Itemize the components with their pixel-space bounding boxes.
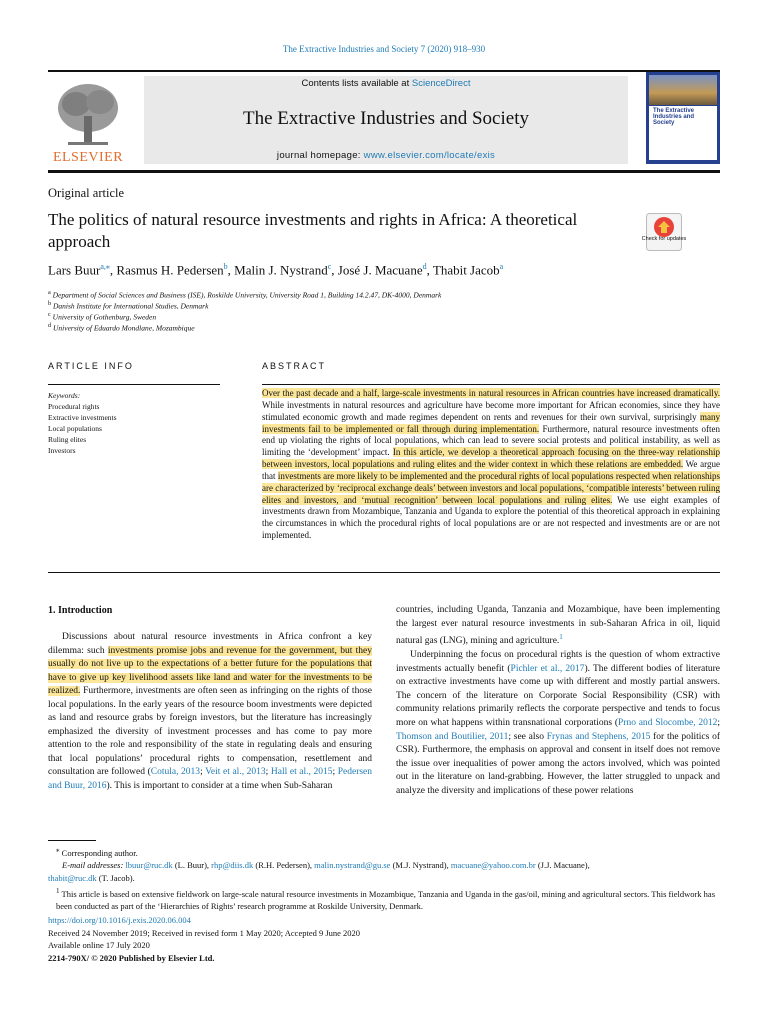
journal-title: The Extractive Industries and Society: [243, 108, 529, 129]
publication-info: [48, 914, 360, 964]
keyword: Procedural rights: [48, 402, 100, 411]
keyword: Local populations: [48, 424, 102, 433]
elsevier-logo-text: ELSEVIER: [52, 150, 124, 165]
cover-photo: [649, 75, 717, 105]
contents-line: Contents lists available at ScienceDirect: [301, 78, 471, 89]
abstract-heading: ABSTRACT: [262, 361, 327, 371]
footnotes: [48, 844, 720, 913]
citation-link[interactable]: Frynas and Stephens, 2015: [546, 731, 651, 742]
footnote-rule: [48, 840, 96, 841]
email-link[interactable]: macuane@yahoo.com.br: [450, 860, 536, 871]
highlight[interactable]: investments are more likely to be implemented and the procedural rights of local populations respected when relationships are characterized by ‘reciprocal exchange deals’ between investors and local populations, ‘compatible interests’ between ruling elites and investors, and ‘mutual recognition’ between local populations and ruling elites.: [262, 470, 720, 505]
author-name[interactable]: Thabit Jacob: [432, 262, 500, 278]
highlight[interactable]: many investments fail to be implemented or fall through during implementation.: [262, 411, 720, 434]
journal-reference[interactable]: The Extractive Industries and Society 7 (2020) 918–930: [282, 44, 486, 54]
highlight[interactable]: In this article, we develop a theoretical approach focusing on the three-way relationship between investors, local populations and ruling elites and the wider context in which these relations are embedded.: [262, 447, 720, 470]
article-info-rule: [48, 384, 220, 385]
copyright: 2214-790X/ © 2020 Published by Elsevier Ltd.: [48, 952, 215, 963]
author-name[interactable]: Lars Buur: [48, 262, 101, 278]
affiliation: $^d$ University of Eduardo Mondlane, Mozambique: [48, 322, 195, 333]
highlight[interactable]: Over the past decade and a half, large-scale investments in natural resources in African countries have increased dramatically.: [262, 388, 720, 398]
homepage-link[interactable]: www.elsevier.com/locate/exis: [363, 150, 496, 161]
section-rule: [48, 572, 720, 573]
citation-link[interactable]: Veit et al., 2013: [205, 767, 266, 777]
author-name[interactable]: José J. Macuane: [337, 262, 423, 278]
journal-cover-image[interactable]: [646, 72, 720, 164]
header-thick-rule: [48, 170, 720, 173]
article-title: The politics of natural resource investments and rights in Africa: A theoretical approach: [48, 210, 578, 251]
author-list: Lars Buur$^{a,⁎}$, Rasmus H. Pedersen$^b$, Malin J. Nystrand$^c$, José J. Macuane$^d$, Thabit Jacob$^a$: [48, 262, 504, 278]
cover-panel: [649, 106, 717, 160]
affiliation: $^c$ University of Gothenburg, Sweden: [48, 311, 157, 322]
author-sup[interactable]: a: [499, 262, 504, 271]
highlight[interactable]: investments promise jobs and revenue for the government, but they usually do not live up to the expectations of a better future for the populations that have to give up key livelihood assets like land and water for the investments to be realized.: [48, 645, 372, 696]
citation-link[interactable]: Pedersen and Buur, 2016: [48, 767, 373, 791]
corresponding-note: ⁎ Corresponding author.: [56, 846, 138, 858]
email-link[interactable]: lbuur@ruc.dk: [125, 860, 173, 871]
keyword: Extractive investments: [48, 413, 117, 422]
author-name[interactable]: Rasmus H. Pedersen: [116, 262, 224, 278]
email-link[interactable]: rhp@diis.dk: [211, 860, 254, 871]
keywords-list: [48, 390, 117, 456]
author-name[interactable]: Malin J. Nystrand: [234, 262, 328, 278]
email-link[interactable]: thabit@ruc.dk: [48, 873, 97, 884]
affiliation: $^a$ Department of Social Sciences and Business (ISE), Roskilde University, University Road 1, Building 14.2.47, DK-4000, Denmark: [48, 289, 442, 300]
citation-link[interactable]: Cotula, 2013: [150, 767, 201, 777]
citation-link[interactable]: Prno and Slocombe, 2012: [618, 717, 718, 728]
section-heading: 1. Introduction: [48, 605, 113, 616]
author-sup[interactable]: d: [422, 262, 427, 271]
available-online: Available online 17 July 2020: [48, 940, 150, 950]
received-dates: Received 24 November 2019; Received in revised form 1 May 2020; Accepted 9 June 2020: [48, 927, 361, 938]
abstract-text: Over the past decade and a half, large-scale investments in natural resources in African countries have increased dramatically. While investments in natural resources and agriculture have become more important for African economies, since they have stimulated economic growth and made regimes dependent on rents and revenues for their own survival, surprisingly many investments fail to be implemented or fall through during implementation. Furthermore, natural resource investments often end up violating the rights of local populations, which can lead to severe social protests and political instability, as well as limiting the ‘development’ impact. In this article, we develop a theoretical approach focusing on the three-way relationship between investors, local populations and ruling elites and the wider context in which these relations are embedded. We argue that investments are more likely to be implemented and the procedural rights of local populations respected when relationships are characterized by ‘reciprocal exchange deals’ between investors and local populations, ‘compatible interests’ between ruling elites and investors, and ‘mutual recognition’ between local populations and ruling elites. We use eight examples of investments drawn from Mozambique, Tanzania and Uganda to explore the potential of this theoretical approach in explaining the circumstances in which the procedural rights of local populations are or are not respected and investments are or are not implemented.: [262, 388, 720, 541]
author-sup[interactable]: c: [327, 262, 332, 271]
footnote-marker[interactable]: 1: [559, 633, 563, 642]
body-column-left: Discussions about natural resource investments in Africa confront a key dilemma: such investments promise jobs and revenue for the government, but they usually do not live up to the expectations of a better future for the populations that have to give up key livelihood assets like land and water for the investments to be realized. Furthermore, investments are often seen as infringing on the rights of those local populations. In the early years of the resource boom investments were depicted as land and resource grabs by foreign investors, but the literature has increasingly emphasized the diversity of investment processes and has come to pay more attention to the role and responsibility of the state in regulating deals and ensuring that local populations’ procedural rights to compensation, resettlement and consultation are followed (Cotula, 2013; Veit et al., 2013; Hall et al., 2015; Pedersen and Buur, 2016). This is important to consider at a time when Sub-Saharan: [48, 632, 373, 791]
email-note-cont: thabit@ruc.dk (T. Jacob).: [48, 873, 135, 884]
header-rule: [48, 70, 720, 72]
cover-title: The Extractive Industries and Society: [653, 108, 695, 126]
keyword: Investors: [48, 446, 76, 455]
affiliation: $^b$ Danish Institute for International Studies, Denmark: [48, 300, 209, 311]
email-link[interactable]: malin.nystrand@gu.se: [314, 860, 391, 871]
check-for-updates-icon[interactable]: [646, 213, 682, 251]
doi-link[interactable]: https://doi.org/10.1016/j.exis.2020.06.004: [48, 915, 191, 925]
homepage-line: journal homepage: www.elsevier.com/locate/exis: [276, 150, 496, 161]
article-info-heading: ARTICLE INFO: [48, 361, 134, 371]
sciencedirect-link[interactable]: ScienceDirect: [411, 78, 471, 89]
keywords-label: Keywords:: [48, 391, 81, 400]
footnote-1: $^1$ This article is based on extensive fieldwork on large-scale natural resource investments in Mozambique, Tanzania and Uganda in the gas/oil, mining and agricultural sectors. This fieldwork has been conducted as part of the ‘Hierarchies of Rights’ research programme at Roskilde University, Denmark.: [56, 886, 716, 912]
body-column-right: countries, including Uganda, Tanzania and Mozambique, have been implementing the largest ever natural resource investments in sub-Saharan Africa in oil, liquid natural gas (LNG), mining and agriculture.$^1$ Underpinning the focus on procedural rights is the question of whom extractive investments actually benefit (Pichler et al., 2017). The different bodies of literature on extractive investments have come up with different and mostly partial answers. The concern of the literature on Corporate Social Responsibility (CSR) with community relations primarily reflects the corporate perspective and tends to focus more on what happens within transnational corporations (Prno and Slocombe, 2012; Thomson and Boutilier, 2011; see also Frynas and Stephens, 2015 for the politics of CSR). Furthermore, the emphasis on approval and consent in itself does not remove the issue over inequalities of power among the actors involved, which was pointed out in the literature on land-grabbing. However, the latter struggled to unpack and analyze the diversity and implications of these power relations: [396, 605, 720, 796]
check-for-updates-label: Check for updates: [641, 236, 687, 242]
author-sup[interactable]: a,⁎: [100, 262, 110, 271]
citation-link[interactable]: Pichler et al., 2017: [510, 663, 585, 674]
citation-link[interactable]: Thomson and Boutilier, 2011: [396, 731, 509, 742]
keyword: Ruling elites: [48, 435, 87, 444]
citation-link[interactable]: Hall et al., 2015: [270, 767, 333, 777]
abstract-rule: [262, 384, 720, 385]
author-sup[interactable]: b: [223, 262, 228, 271]
email-note: E-mail addresses: lbuur@ruc.dk (L. Buur), rhp@diis.dk (R.H. Pedersen), malin.nystrand@gu.se (M.J. Nystrand), macuane@yahoo.com.br (J.J. Macuane),: [62, 860, 590, 871]
article-type: Original article: [48, 186, 125, 200]
